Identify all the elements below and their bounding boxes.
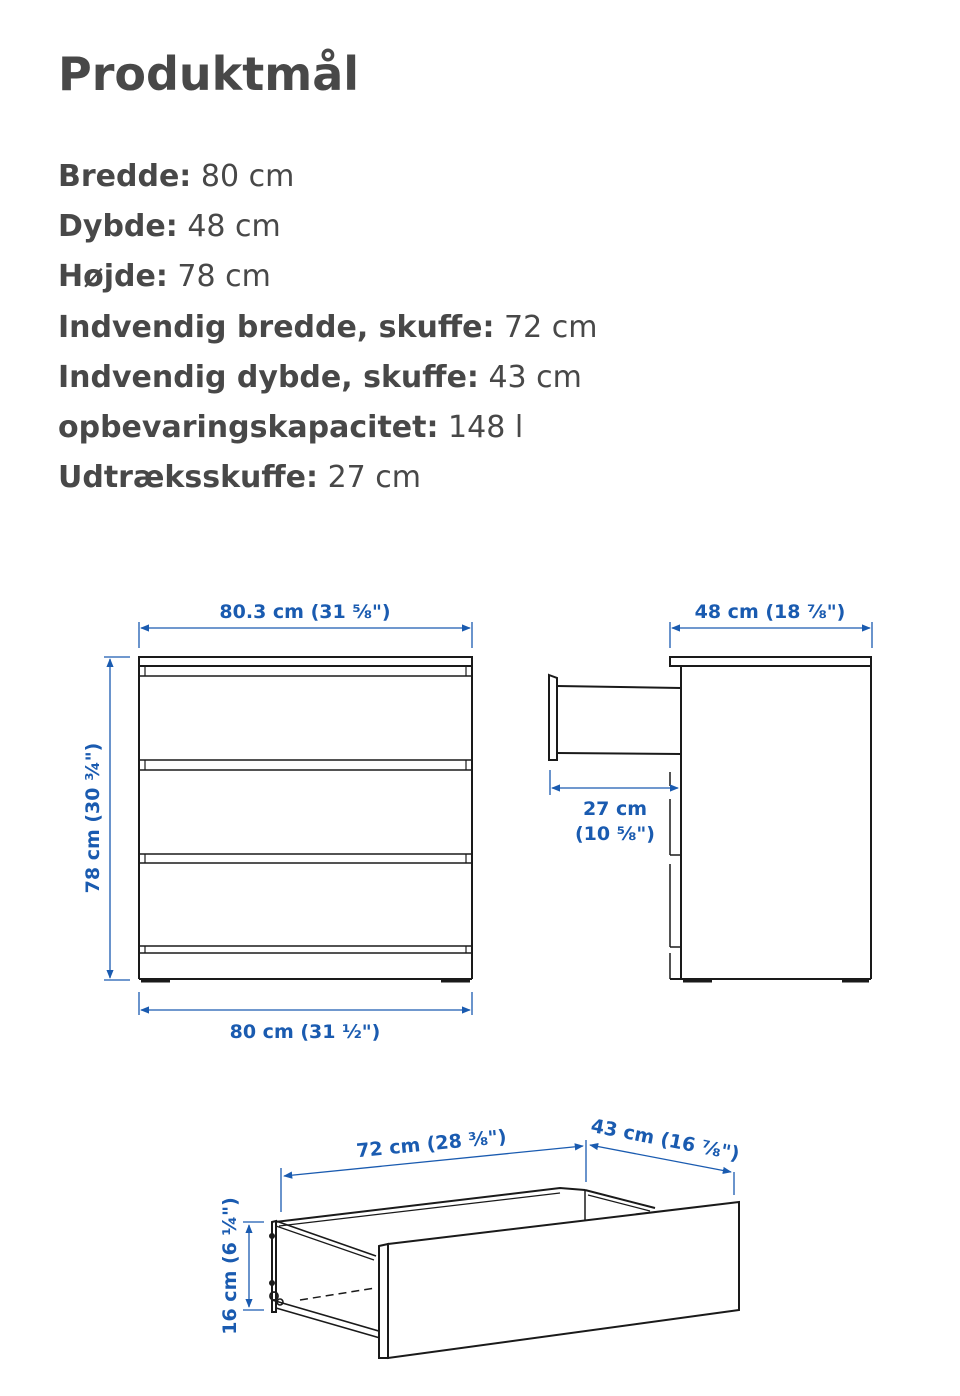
side-extension-label-line1: 27 cm	[582, 798, 648, 820]
page-title: Produktmål	[58, 47, 359, 101]
front-view-drawing	[139, 657, 472, 981]
side-extension-label-line2: (10 ⅝")	[575, 823, 655, 845]
spec-label: Højde:	[58, 259, 168, 295]
front-top-width-label: 80.3 cm (31 ⅝")	[219, 601, 391, 623]
spec-value: 148 l	[448, 409, 524, 445]
spec-value: 43 cm	[488, 359, 582, 395]
drawer-drawing	[270, 1188, 739, 1358]
spec-label: Indvendig dybde, skuffe:	[58, 359, 479, 395]
spec-label: Udtræksskuffe:	[58, 460, 319, 496]
front-height-label: 78 cm (30 ¾")	[82, 742, 104, 894]
spec-label: Bredde:	[58, 159, 192, 194]
spec-value: 48 cm	[187, 209, 281, 245]
front-bottom-width-label: 80 cm (31 ½")	[229, 1021, 381, 1043]
drawer-height-label: 16 cm (6 ¼")	[219, 1197, 241, 1335]
side-depth-label: 48 cm (18 ⅞")	[694, 601, 846, 623]
spec-value: 27 cm	[327, 460, 422, 496]
spec-label: Dybde:	[58, 209, 178, 245]
spec-label: opbevaringskapacitet:	[58, 409, 439, 445]
drawer-inner-width-label: 72 cm (28 ⅜")	[355, 1125, 508, 1163]
front-view-dimensions	[104, 622, 472, 1015]
spec-value: 72 cm	[504, 309, 598, 345]
drawer-inner-depth-label: 43 cm (16 ⅞")	[589, 1114, 742, 1166]
spec-value: 78 cm	[177, 259, 271, 295]
spec-value: 80 cm	[200, 159, 295, 194]
side-view-dimensions	[550, 622, 872, 795]
spec-label: Indvendig bredde, skuffe:	[58, 309, 495, 345]
